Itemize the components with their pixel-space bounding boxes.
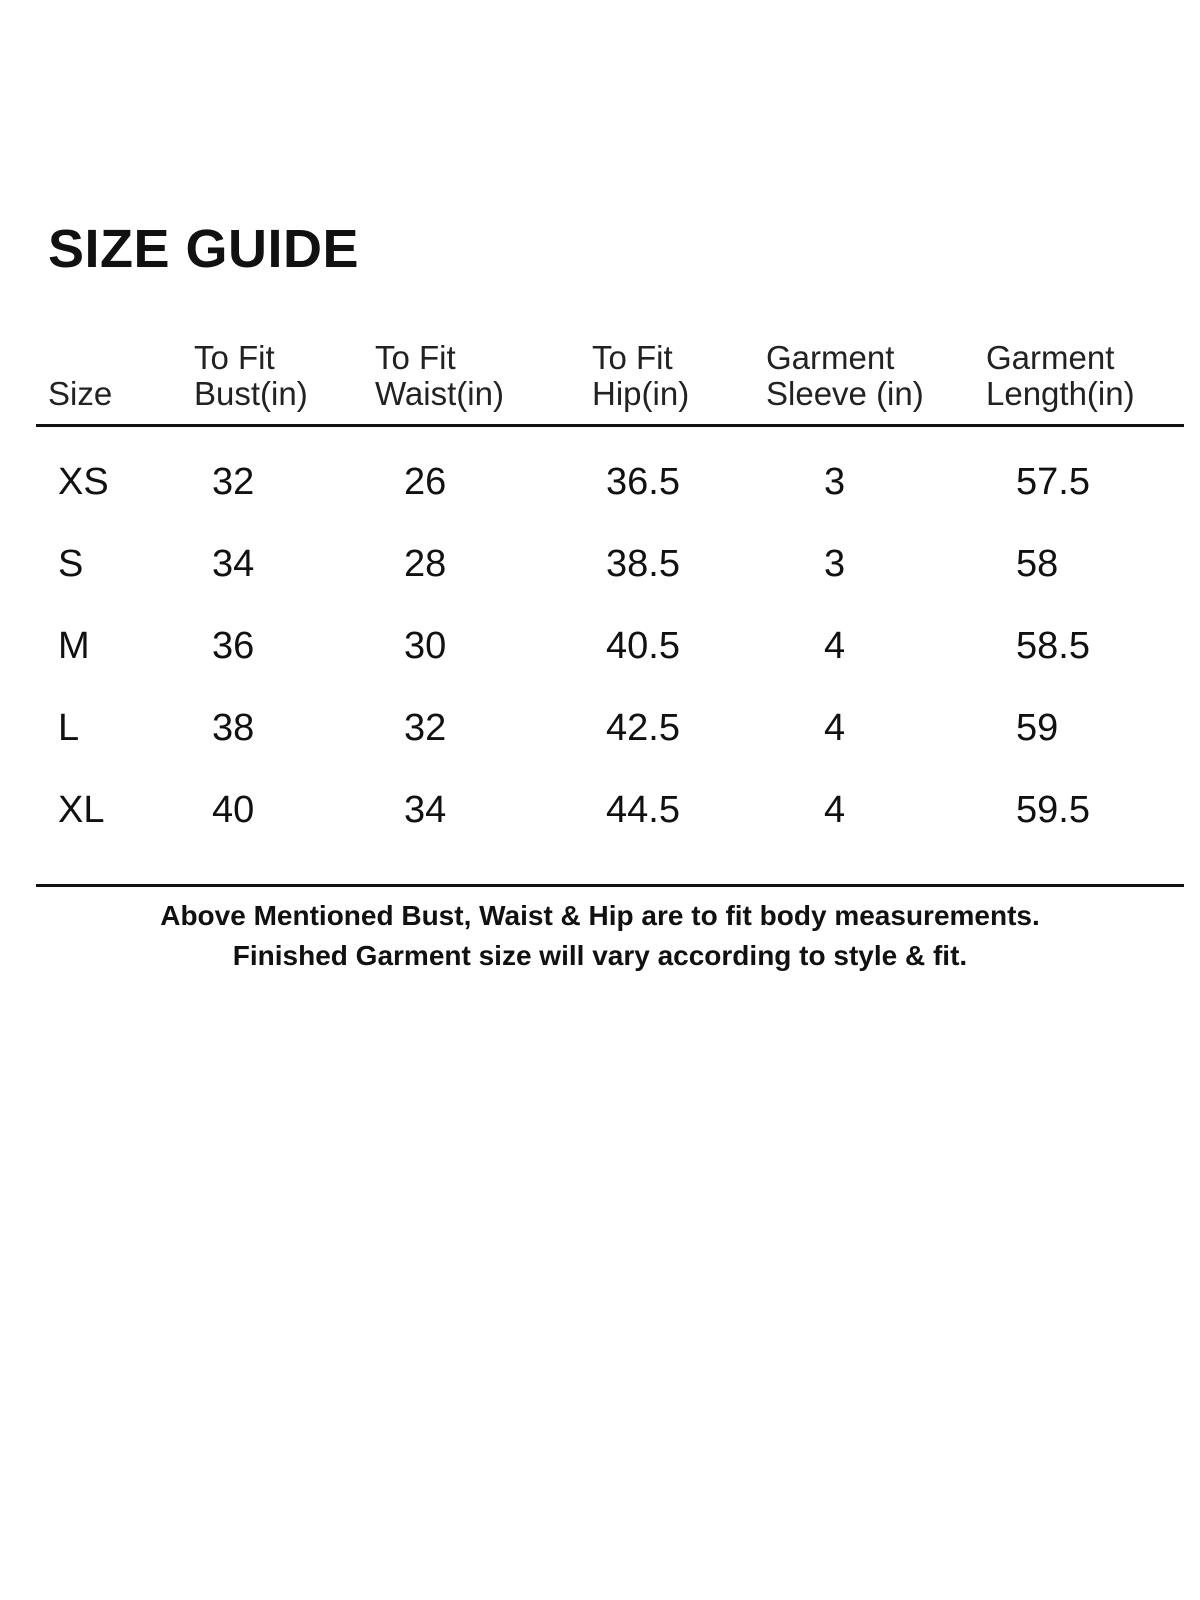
header-sleeve: Garment Sleeve (in) (766, 339, 924, 412)
table-row (0, 460, 1200, 520)
table-row (0, 542, 1200, 602)
page-title: SIZE GUIDE (48, 219, 360, 279)
hip-cell: 44.5 (606, 789, 680, 831)
sleeve-cell: 4 (824, 625, 846, 667)
bust-cell: 32 (212, 461, 255, 503)
sleeve-cell: 4 (824, 707, 846, 749)
header-divider (36, 424, 1184, 427)
bust-cell: 36 (212, 625, 255, 667)
header-length: Garment Length(in) (986, 339, 1135, 412)
header-size: Size (48, 375, 113, 412)
size-cell: XS (58, 461, 109, 503)
header-waist: To Fit Waist(in) (375, 339, 504, 412)
length-cell: 57.5 (1016, 461, 1090, 503)
waist-cell: 32 (404, 707, 447, 749)
bust-cell: 34 (212, 543, 255, 585)
hip-cell: 38.5 (606, 543, 680, 585)
waist-cell: 26 (404, 461, 447, 503)
bust-cell: 38 (212, 707, 255, 749)
bust-cell: 40 (212, 789, 255, 831)
length-cell: 59.5 (1016, 789, 1090, 831)
length-cell: 59 (1016, 707, 1059, 749)
header-bust: To Fit Bust(in) (194, 339, 308, 412)
table-row (0, 624, 1200, 684)
waist-cell: 30 (404, 625, 447, 667)
sleeve-cell: 4 (824, 789, 846, 831)
table-header (0, 340, 1200, 420)
hip-cell: 40.5 (606, 625, 680, 667)
note-line-2: Finished Garment size will vary according to style & fit. (232, 940, 968, 971)
length-cell: 58.5 (1016, 625, 1090, 667)
note-line-1: Above Mentioned Bust, Waist & Hip are to fit body measurements. (160, 900, 1040, 931)
size-cell: S (58, 543, 84, 585)
header-hip: To Fit Hip(in) (592, 339, 690, 412)
table-row (0, 706, 1200, 766)
hip-cell: 36.5 (606, 461, 680, 503)
sleeve-cell: 3 (824, 543, 846, 585)
waist-cell: 28 (404, 543, 447, 585)
size-cell: XL (58, 789, 105, 831)
waist-cell: 34 (404, 789, 447, 831)
footer-divider (36, 884, 1184, 887)
sleeve-cell: 3 (824, 461, 846, 503)
length-cell: 58 (1016, 543, 1059, 585)
table-row (0, 788, 1200, 848)
hip-cell: 42.5 (606, 707, 680, 749)
size-cell: M (58, 625, 90, 667)
size-cell: L (58, 707, 80, 749)
